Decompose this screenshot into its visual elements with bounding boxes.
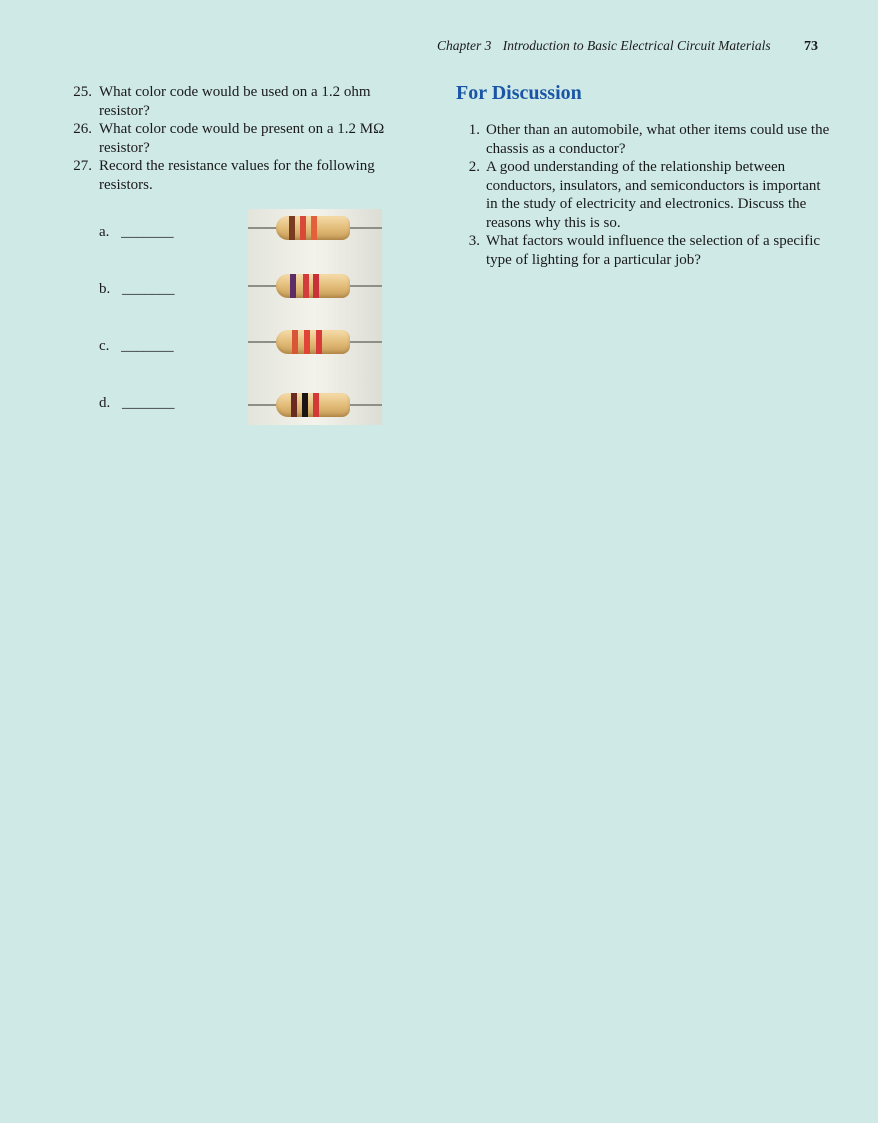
- question-item: [62, 83, 407, 120]
- answer-line-d: [99, 395, 175, 412]
- color-band: [291, 393, 297, 417]
- resistor-body: [276, 393, 350, 417]
- lead-wire: [248, 404, 278, 406]
- lead-wire: [248, 227, 278, 229]
- answer-blank: _______: [122, 281, 175, 297]
- question-item: [62, 157, 407, 194]
- page-header: [0, 38, 818, 55]
- color-band: [300, 216, 306, 240]
- resistor-c: [248, 328, 382, 356]
- color-band: [316, 330, 322, 354]
- chapter-number: Chapter 3: [437, 38, 492, 53]
- discussion-number: 3.: [468, 233, 480, 249]
- color-band: [304, 330, 310, 354]
- resistor-a: [248, 214, 382, 242]
- answer-label: a.: [99, 224, 110, 240]
- lead-wire: [248, 285, 278, 287]
- question-number: 27.: [73, 158, 92, 174]
- lead-wire: [348, 227, 382, 229]
- color-band: [289, 216, 295, 240]
- question-text: What color code would be used on a 1.2 ohm resistor?: [99, 84, 371, 119]
- discussion-item: [456, 232, 831, 269]
- resistor-photo: [248, 209, 382, 425]
- color-band: [313, 393, 319, 417]
- review-questions-column: [62, 83, 407, 430]
- color-band: [292, 330, 298, 354]
- resistor-body: [276, 216, 350, 240]
- answer-line-c: [99, 338, 174, 355]
- answer-blank: _______: [121, 338, 174, 354]
- discussion-item: [456, 158, 831, 232]
- discussion-text: A good understanding of the relationship between conductors, insulators, and semiconductors is important in the study of electricity and electronics. Discuss the reasons why this is so.: [486, 159, 821, 231]
- question-text: What color code would be present on a 1.2 MΩ resistor?: [99, 121, 385, 156]
- chapter-title: Introduction to Basic Electrical Circuit Materials: [502, 38, 771, 53]
- discussion-item: [456, 121, 831, 158]
- discussion-number: 1.: [468, 122, 480, 138]
- discussion-text: What factors would influence the selection of a specific type of lighting for a particular job?: [486, 233, 821, 268]
- question-list: [62, 83, 407, 194]
- resistor-b: [248, 272, 382, 300]
- color-band: [302, 393, 308, 417]
- question-item: [62, 120, 407, 157]
- section-title: For Discussion: [456, 82, 582, 104]
- color-band: [290, 274, 296, 298]
- resistor-d: [248, 391, 382, 419]
- resistor-body: [276, 274, 350, 298]
- answer-blank: _______: [122, 395, 175, 411]
- discussion-column: [456, 82, 831, 269]
- answer-blank: _______: [121, 224, 174, 240]
- resistor-body: [276, 330, 350, 354]
- color-band: [303, 274, 309, 298]
- discussion-number: 2.: [468, 159, 480, 175]
- answer-label: d.: [99, 395, 111, 411]
- answer-label: b.: [99, 281, 111, 297]
- answer-section: [62, 210, 407, 430]
- question-number: 25.: [73, 84, 92, 100]
- discussion-list: [456, 121, 831, 269]
- color-band: [313, 274, 319, 298]
- color-band: [311, 216, 317, 240]
- answer-line-a: [99, 224, 174, 241]
- answer-label: c.: [99, 338, 110, 354]
- question-number: 26.: [73, 121, 92, 137]
- lead-wire: [348, 404, 382, 406]
- lead-wire: [248, 341, 278, 343]
- answer-line-b: [99, 281, 175, 298]
- discussion-text: Other than an automobile, what other items could use the chassis as a conductor?: [486, 122, 830, 157]
- lead-wire: [348, 285, 382, 287]
- lead-wire: [348, 341, 382, 343]
- question-text: Record the resistance values for the following resistors.: [99, 158, 375, 193]
- page-number: 73: [804, 39, 818, 54]
